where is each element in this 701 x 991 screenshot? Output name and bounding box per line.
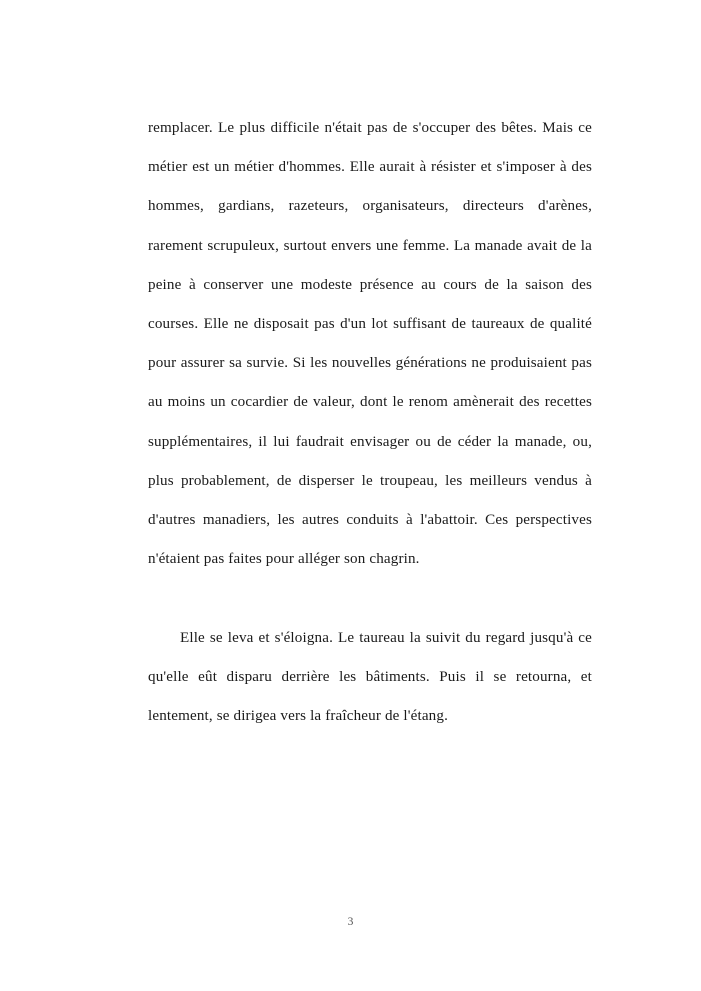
body-paragraph: Elle se leva et s'éloigna. Le taureau la suivit du regard jusqu'à ce qu'elle eût disparu derrière les bâtiments. Puis il se retourna, et lentement, se dirigea vers la fraîcheur de l'étang. [148,629,592,725]
body-paragraph: remplacer. Le plus difficile n'était pas de s'occuper des bêtes. Mais ce métier est un métier d'hommes. Elle aurait à résister et s'imposer à des hommes, gardians, razeteurs, organisateurs, directeurs d'arènes, rarement scrupuleux, surtout envers une femme. La manade avait de la peine à conserver une modeste présence au cours de la saison des courses. Elle ne disposait pas d'un lot suffisant de taureaux de qualité pour assurer sa survie. Si les nouvelles générations ne produisaient pas au moins un cocardier de valeur, dont le renom amènerait des recettes supplémentaires, il lui faudrait envisager ou de céder la manade, ou, plus probablement, de disperser le troupeau, les meilleurs vendus à d'autres manadiers, les autres conduits à l'abattoir. Ces perspectives n'étaient pas faites pour alléger son chagrin. [148,120,592,568]
page-number: 3 [347,916,354,928]
paragraph-spacer [148,579,592,618]
body-text-column [148,109,592,736]
